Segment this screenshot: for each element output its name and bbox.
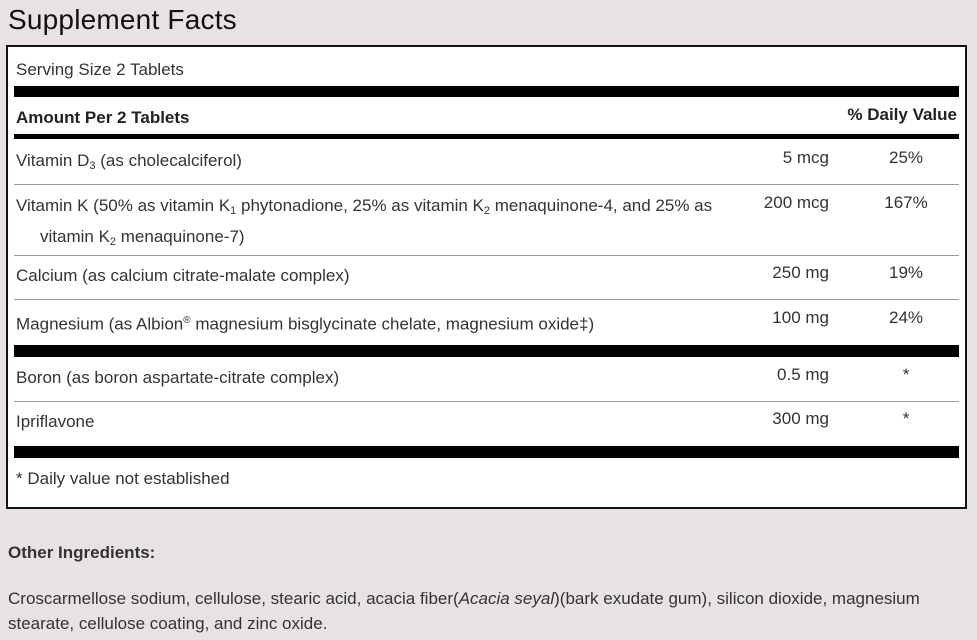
nutrient-dv: * bbox=[902, 409, 910, 428]
nutrient-amount: 0.5 mg bbox=[777, 365, 829, 384]
nutrient-name: Ipriflavone bbox=[16, 412, 95, 431]
nutrient-dv: * bbox=[902, 365, 910, 384]
nutrient-dv: 167% bbox=[884, 193, 928, 212]
supplement-facts-panel: Serving Size 2 Tablets Amount Per 2 Tablets % Daily Value Vitamin $D_3$ (as cholecalciferol) 5 mcg 25% Vitamin K (50% as vitamin $K_1$ phytonadione, 25% as vitamin $K_2$ menaquinone-4, and 25% as vitamin $K_2$ menaquinone-7) 200 mcg 167% Calcium (as calcium citrate-malate complex) 250 mg 19% Magnesium (as Albion® magnesium bisglycinate chelate, magnesium oxide‡) 100 mg 24% Boron (as boron aspartate-citrate complex) 0.5 mg * Ipriflavone 300 mg * * Daily value not established bbox=[6, 45, 967, 509]
nutrient-dv: 24% bbox=[888, 308, 924, 327]
nutrient-name: Boron (as boron aspartate-citrate complex) bbox=[16, 368, 340, 387]
thick-divider bbox=[14, 86, 959, 97]
other-ingredients-heading: Other Ingredients: bbox=[8, 543, 156, 562]
row-divider bbox=[14, 255, 959, 256]
amount-per-label: Amount Per 2 Tablets bbox=[16, 108, 190, 127]
nutrient-name: Vitamin $D_3$ (as cholecalciferol) bbox=[16, 151, 242, 172]
thick-divider bbox=[14, 446, 959, 458]
nutrient-dv: 25% bbox=[888, 148, 924, 167]
thick-divider bbox=[14, 345, 959, 357]
row-divider bbox=[14, 401, 959, 402]
nutrient-dv: 19% bbox=[888, 263, 924, 282]
nutrient-name: Vitamin K (50% as vitamin $K_1$ phytonadione, 25% as vitamin $K_2$ menaquinone-4, and 25% as vitamin $K_2$ menaquinone-7) bbox=[16, 196, 713, 248]
medium-divider bbox=[14, 134, 959, 139]
nutrient-amount: 250 mg bbox=[772, 263, 829, 282]
row-divider bbox=[14, 299, 959, 300]
other-ingredients-text: Croscarmellose sodium, cellulose, stearic acid, acacia fiber(Acacia seyal)(bark exudate gum), silicon dioxide, magnesium stearate, cellulose coating, and zinc oxide. bbox=[8, 589, 920, 633]
nutrient-name: Calcium (as calcium citrate-malate complex) bbox=[16, 266, 350, 285]
nutrient-amount: 300 mg bbox=[772, 409, 829, 428]
nutrient-name: Magnesium (as Albion® magnesium bisglycinate chelate, magnesium oxide‡) bbox=[16, 314, 595, 334]
row-divider bbox=[14, 184, 959, 185]
daily-value-label: % Daily Value bbox=[847, 105, 957, 124]
nutrient-amount: 200 mcg bbox=[763, 193, 829, 212]
nutrient-amount: 5 mcg bbox=[782, 148, 829, 167]
nutrient-amount: 100 mg bbox=[772, 308, 829, 327]
page-title: Supplement Facts bbox=[8, 4, 237, 35]
